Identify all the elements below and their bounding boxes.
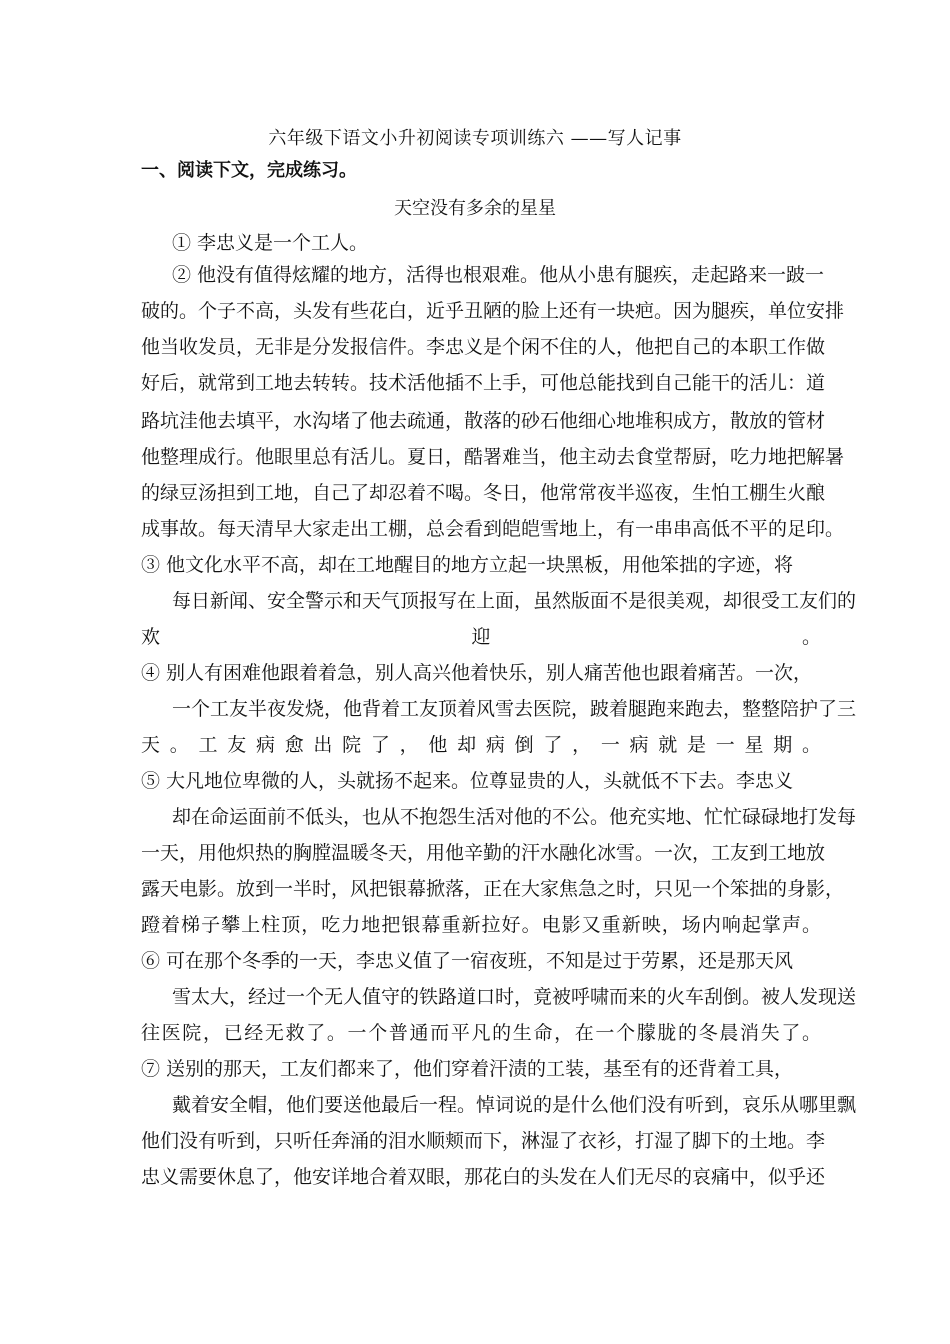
paragraph-7-line: 戴着安全帽，他们要送他最后一程。悼词说的是什么他们没有听到，哀乐从哪里飘	[172, 1094, 857, 1116]
paragraph-5-line: 露天电影。放到一半时，风把银幕掀落，正在大家焦急之时，只见一个笨拙的身影，	[141, 878, 845, 900]
paragraph-7-line: 忠义需要休息了，他安详地合着双眼，那花白的头发在人们无尽的哀痛中，似乎还	[141, 1166, 826, 1188]
paragraph-2-line: ③ 他文化水平不高，却在工地醒目的地方立起一块黑板，用他笨拙的字迹，将	[141, 554, 794, 576]
paragraph-6-line: ⑦ 送别的那天，工友们都来了，他们穿着汗渍的工装，基至有的还背着工具，	[141, 1058, 794, 1080]
paragraph-3-line: ④ 别人有困难他跟着着急，别人高兴他着快乐，别人痛苦他也跟着痛苦。一次，	[141, 662, 813, 684]
paragraph-6-line: 往医院，已经无救了。一个普通而平凡的生命，在一个朦胧的冬晨消失了。	[141, 1022, 821, 1044]
paragraph-6-line: 雪太大，经过一个无人值守的铁路道口时，竟被呼啸而来的火车刮倒。被人发现送	[172, 986, 857, 1008]
paragraph-1-line: ① 李忠义是一个工人。	[172, 232, 369, 254]
paragraph-4-line: 天。工友病愈出院了，他却病倒了，一病就是一星期。	[141, 734, 821, 756]
paragraph-2-line: 路坑洼他去填平，水沟堵了他去疏通，散落的砂石他细心地堆积成方，散放的管材	[141, 410, 826, 432]
paragraph-3-line: 欢迎。	[141, 626, 821, 648]
article-title: 天空没有多余的星星	[394, 198, 556, 219]
paragraph-5-line: ⑥ 可在那个冬季的一天，李忠义值了一宿夜班，不知是过于劳累，还是那天风	[141, 950, 794, 972]
paragraph-2-line: ② 他没有值得炫耀的地方，活得也根艰难。他从小患有腿疾，走起路来一跛一	[172, 264, 825, 286]
paragraph-2-line: 的绿豆汤担到工地，自己了却忍着不喝。冬日，他常常夜半巡夜，生怕工棚生火酿	[141, 482, 826, 504]
paragraph-5-line: 却在命运面前不低头，也从不抱怨生活对他的不公。他充实地、忙忙碌碌地打发每	[172, 806, 857, 828]
paragraph-2-line: 好后，就常到工地去转转。技术活他插不上手，可他总能找到自己能干的活儿：道	[141, 372, 826, 394]
paragraph-2-line: 成事故。每天清早大家走出工棚，总会看到皑皑雪地上，有一串串高低不平的足印。	[141, 518, 845, 540]
paragraph-4-line: ⑤ 大凡地位卑微的人，头就扬不起来。位尊显贵的人，头就低不下去。李忠义	[141, 770, 794, 792]
paragraph-5-line: 一天，用他炽热的胸膛温暖冬天，用他辛勤的汗水融化冰雪。一次，工友到工地放	[141, 842, 826, 864]
paragraph-2-line: 他整理成行。他眼里总有活儿。夏日，酷署难当，他主动去食堂帮厨，吃力地把解暑	[141, 446, 845, 468]
document-title: 六年级下语文小升初阅读专项训练六 ——写人记事	[268, 128, 682, 149]
paragraph-7-line: 他们没有听到，只听任奔涌的泪水顺颊而下，淋湿了衣衫，打湿了脚下的土地。李	[141, 1130, 826, 1152]
section-heading: 一、阅读下文，完成练习。	[141, 160, 357, 181]
paragraph-5-line: 蹬着梯子攀上柱顶，吃力地把银幕重新拉好。电影又重新映，场内响起掌声。	[141, 914, 821, 936]
paragraph-2-line: 破的。个子不高，头发有些花白，近乎丑陋的脸上还有一块疤。因为腿疾，单位安排	[141, 300, 845, 322]
paragraph-3-line: 每日新闻、安全警示和天气顶报写在上面，虽然版面不是很美观，却很受工友们的	[172, 590, 857, 612]
paragraph-4-line: 一个工友半夜发烧，他背着工友顶着风雪去医院，跛着腿跑来跑去，整整陪护了三	[172, 698, 857, 720]
paragraph-2-line: 他当收发员，无非是分发报信件。李忠义是个闲不住的人，他把自己的本职工作做	[141, 336, 826, 358]
